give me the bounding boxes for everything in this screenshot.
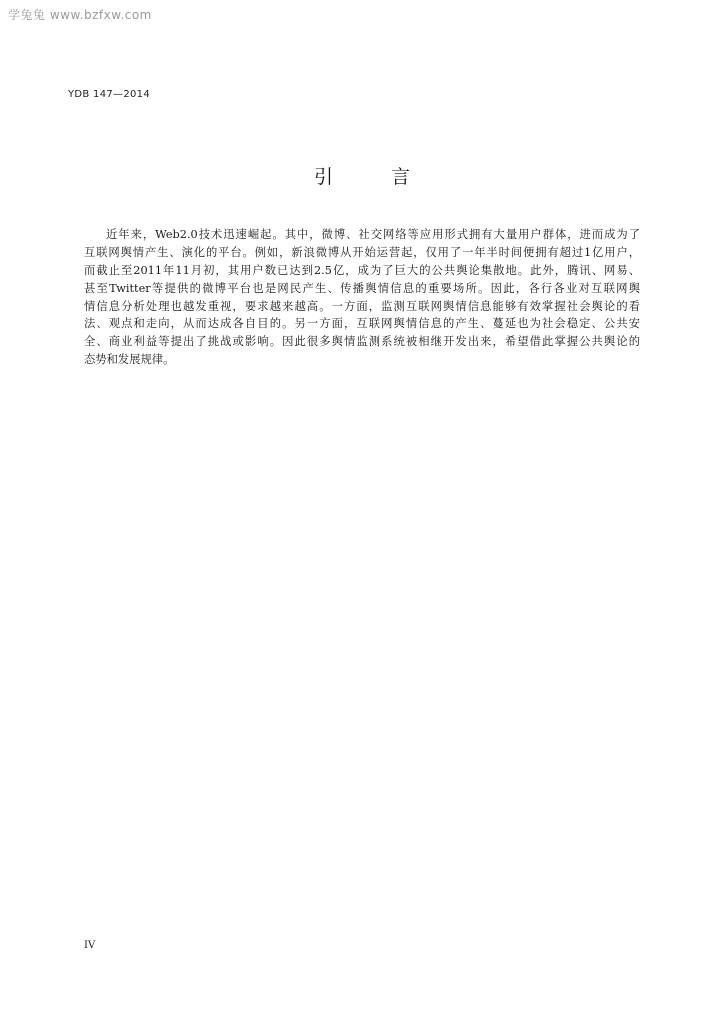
paragraph-line: 全、商业利益等提出了挑战或影响。因此很多舆情监测系统被相继开发出来，希望借此掌握公共舆论的 xyxy=(84,335,640,349)
paragraph-line: 而截止至2011年11月初，其用户数已达到2.5亿，成为了巨大的公共舆论集散地。此外，腾讯、网易、 xyxy=(84,263,640,277)
paragraph-line: 近年来，Web2.0技术迅速崛起。其中，微博、社交网络等应用形式拥有大量用户群体，进而成为了 xyxy=(106,228,640,241)
body-paragraph xyxy=(84,226,640,369)
paragraph-line: 甚至Twitter等提供的微博平台也是网民产生、传播舆情信息的重要场所。因此，各行各业对互联网舆 xyxy=(84,281,640,295)
paragraph-line: 情信息分析处理也越发重视，要求越来越高。一方面，监测互联网舆情信息能够有效掌握社会舆论的看 xyxy=(84,299,640,313)
watermark: 学兔兔 www.bzfxw.com xyxy=(8,8,152,22)
paragraph-line: 态势和发展规律。 xyxy=(84,353,175,367)
paragraph-line: 法、观点和走向，从而达成各自目的。另一方面，互联网舆情信息的产生、蔓延也为社会稳定、公共安 xyxy=(84,317,640,331)
page-number: IV xyxy=(84,940,96,951)
paragraph-line: 互联网舆情产生、演化的平台。例如，新浪微博从开始运营起，仅用了一年半时间便拥有超过1亿用户， xyxy=(84,245,640,259)
section-title: 引 言 xyxy=(313,166,437,188)
document-code: YDB 147—2014 xyxy=(68,89,150,100)
